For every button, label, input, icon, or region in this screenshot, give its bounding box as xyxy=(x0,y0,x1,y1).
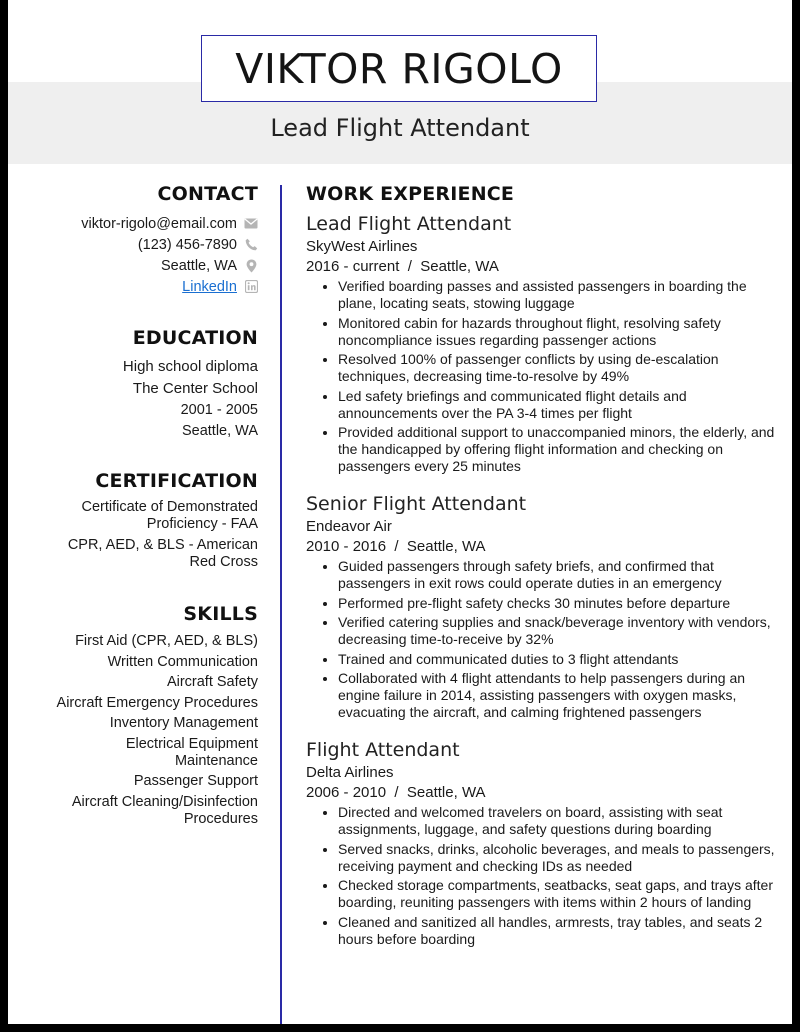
job-bullets xyxy=(306,558,776,721)
job-dates: 2016 - current / Seattle, WA xyxy=(306,258,499,275)
job-bullet: • Directed and welcomed travelers on board, assisting with seat assignments, luggage, and safety questions during boarding xyxy=(338,804,776,838)
job-bullet: • Led safety briefings and communicated flight details and announcements over the PA 3-4 times per flight xyxy=(338,388,776,422)
job-title: Senior Flight Attendant xyxy=(306,493,527,515)
certification-item: Certificate of Demonstrated Proficiency - FAA xyxy=(81,499,258,532)
skills-section xyxy=(38,603,258,831)
job-entry xyxy=(306,739,776,948)
work-experience-section xyxy=(306,183,776,950)
skill-item: Aircraft Cleaning/Disinfection Procedures xyxy=(71,793,258,827)
education-school: The Center School xyxy=(132,380,258,397)
skill-item: Aircraft Safety xyxy=(166,674,258,690)
skill-item: First Aid (CPR, AED, & BLS) xyxy=(75,633,258,649)
candidate-title: Lead Flight Attendant xyxy=(270,114,530,142)
job-entry xyxy=(306,493,776,721)
column-divider xyxy=(280,185,282,1025)
skill-item: Written Communication xyxy=(107,653,258,670)
job-bullet: • Cleaned and sanitized all handles, armrests, tray tables, and seats 2 hours before boarding xyxy=(338,914,776,948)
education-years: 2001 - 2005 xyxy=(180,402,258,418)
job-bullet: • Resolved 100% of passenger conflicts by using de-escalation techniques, decreasing time-to-resolve by 49% xyxy=(338,351,776,385)
linkedin-link[interactable]: LinkedIn xyxy=(182,278,237,295)
education-degree: High school diploma xyxy=(122,358,258,375)
job-bullet: • Monitored cabin for hazards throughout flight, resolving safety noncompliance issues regarding passenger actions xyxy=(338,315,776,349)
job-bullet: • Trained and communicated duties to 3 flight attendants xyxy=(338,651,776,668)
job-bullets xyxy=(306,278,776,475)
contact-heading: CONTACT xyxy=(157,183,258,205)
contact-email-row xyxy=(38,213,258,234)
job-bullet: • Provided additional support to unaccompanied minors, the elderly, and the handicapped by offering flight information and checking on passengers every 25 minutes xyxy=(338,424,776,475)
contact-location: Seattle, WA xyxy=(160,257,237,274)
certification-heading: CERTIFICATION xyxy=(95,470,258,492)
location-pin-icon xyxy=(244,259,258,273)
name-box xyxy=(201,35,597,102)
job-bullet: • Collaborated with 4 flight attendants to help passengers during an engine failure in 2014, assisting passengers with oxygen masks, evacuating the aircraft, and calming frightened passengers xyxy=(338,670,776,721)
work-experience-heading: WORK EXPERIENCE xyxy=(306,183,515,205)
certification-section xyxy=(38,470,258,575)
skill-item: Aircraft Emergency Procedures xyxy=(56,694,258,711)
job-bullets xyxy=(306,804,776,948)
job-company: Delta Airlines xyxy=(306,764,394,781)
contact-location-row xyxy=(38,255,258,276)
job-bullet: • Checked storage compartments, seatbacks, seat gaps, and trays after boarding, reuniting passengers with items within 2 hours of landing xyxy=(338,877,776,911)
job-company: Endeavor Air xyxy=(306,518,392,535)
job-dates: 2010 - 2016 / Seattle, WA xyxy=(306,538,486,555)
candidate-name: VIKTOR RIGOLO xyxy=(235,44,563,93)
job-company: SkyWest Airlines xyxy=(306,238,418,255)
envelope-icon xyxy=(244,217,258,231)
skill-item: Passenger Support xyxy=(133,773,258,789)
skills-heading: SKILLS xyxy=(183,603,258,625)
contact-phone[interactable]: (123) 456-7890 xyxy=(137,236,237,253)
contact-linkedin-row xyxy=(38,276,258,297)
education-heading: EDUCATION xyxy=(132,327,258,349)
job-bullet: • Performed pre-flight safety checks 30 minutes before departure xyxy=(338,595,776,612)
job-title: Lead Flight Attendant xyxy=(306,213,512,235)
education-section xyxy=(38,327,258,443)
contact-email[interactable]: viktor-rigolo@email.com xyxy=(81,215,237,232)
job-bullet: • Verified boarding passes and assisted passengers in boarding the plane, locating seats, stowing luggage xyxy=(338,278,776,312)
job-dates: 2006 - 2010 / Seattle, WA xyxy=(306,784,486,801)
phone-icon xyxy=(244,238,258,252)
job-title: Flight Attendant xyxy=(306,739,460,761)
job-entry xyxy=(306,213,776,475)
skill-item: Electrical Equipment Maintenance xyxy=(125,735,258,769)
certification-item: CPR, AED, & BLS - American Red Cross xyxy=(67,537,258,570)
linkedin-icon[interactable] xyxy=(244,280,258,294)
education-location: Seattle, WA xyxy=(181,422,258,439)
contact-phone-row xyxy=(38,234,258,255)
skill-item: Inventory Management xyxy=(109,715,258,731)
job-bullet: • Guided passengers through safety briefs, and confirmed that passengers in exit rows could operate duties in an emergency xyxy=(338,558,776,592)
job-bullet: • Served snacks, drinks, alcoholic beverages, and meals to passengers, receiving payment and checking IDs as needed xyxy=(338,841,776,875)
contact-section xyxy=(38,183,258,297)
job-bullet: • Verified catering supplies and snack/beverage inventory with vendors, decreasing time-to-receive by 32% xyxy=(338,614,776,648)
